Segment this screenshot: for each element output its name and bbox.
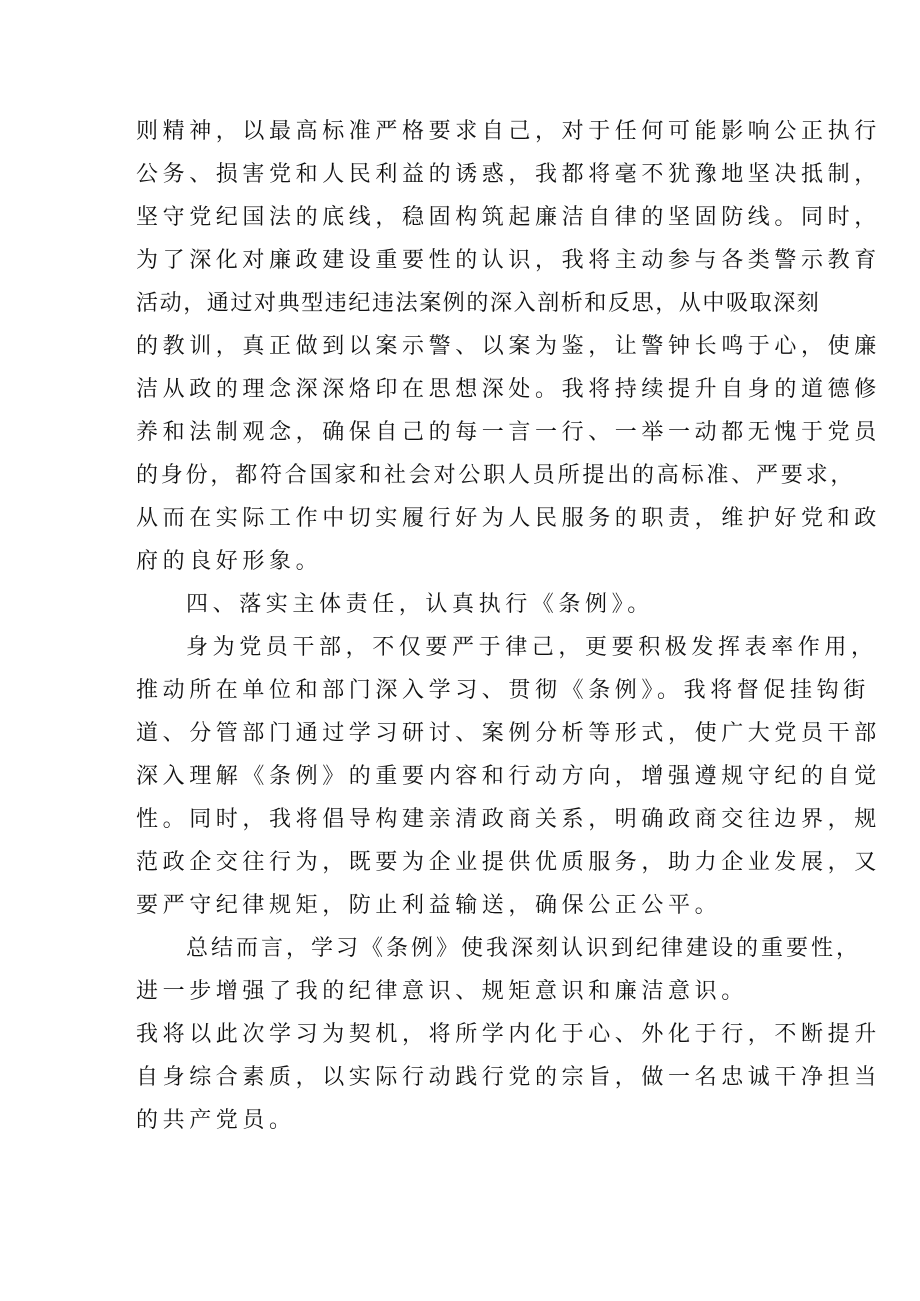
text-line: 活动，通过对典型违纪违法案例的深入剖析和反思，从中吸取深刻: [136, 291, 821, 316]
section-heading: 四、落实主体责任，认真执行《条例》。: [186, 592, 654, 617]
text-line: 道、分管部门通过学习研讨、案例分析等形式，使广大党员干部: [136, 721, 881, 746]
text-line: 深入理解《条例》的重要内容和行动方向，增强遵规守纪的自觉: [136, 764, 881, 789]
text-line: 则精神，以最高标准严格要求自己，对于任何可能影响公正执行: [136, 119, 881, 144]
text-line: 自身综合素质，以实际行动践行党的宗旨，做一名忠诚干净担当: [136, 1065, 881, 1090]
text-line: 身为党员干部，不仅要严于律己，更要积极发挥表率作用，: [186, 635, 878, 660]
text-line: 坚守党纪国法的底线，稳固构筑起廉洁自律的坚固防线。同时，: [136, 205, 881, 230]
text-line: 从而在实际工作中切实履行好为人民服务的职责，维护好党和政: [136, 506, 881, 531]
text-line: 的教训，真正做到以案示警、以案为鉴，让警钟长鸣于心，使廉: [136, 334, 881, 359]
text-line: 府的良好形象。: [136, 549, 323, 574]
text-line: 范政企交往行为，既要为企业提供优质服务，助力企业发展，又: [136, 850, 881, 875]
text-line: 公务、损害党和人民利益的诱惑，我都将毫不犹豫地坚决抵制，: [136, 162, 881, 187]
text-line: 要严守纪律规矩，防止利益输送，确保公正公平。: [136, 893, 722, 918]
text-line: 的身份，都符合国家和社会对公职人员所提出的高标准、严要求，: [136, 463, 856, 488]
text-line: 总结而言，学习《条例》使我深刻认识到纪律建设的重要性，: [186, 936, 862, 961]
text-line: 为了深化对廉政建设重要性的认识，我将主动参与各类警示教育: [136, 248, 881, 273]
text-line: 进一步增强了我的纪律意识、规矩意识和廉洁意识。: [136, 979, 748, 1004]
text-line: 养和法制观念，确保自己的每一言一行、一举一动都无愧于党员: [136, 420, 881, 445]
text-line: 性。同时，我将倡导构建亲清政商关系，明确政商交往边界，规: [136, 807, 881, 832]
text-line: 我将以此次学习为契机，将所学内化于心、外化于行，不断提升: [136, 1022, 881, 1047]
text-line: 的共产党员。: [136, 1108, 296, 1133]
text-line: 洁从政的理念深深烙印在思想深处。我将持续提升自身的道德修: [136, 377, 881, 402]
text-line: 推动所在单位和部门深入学习、贯彻《条例》。我将督促挂钩街: [136, 678, 870, 703]
